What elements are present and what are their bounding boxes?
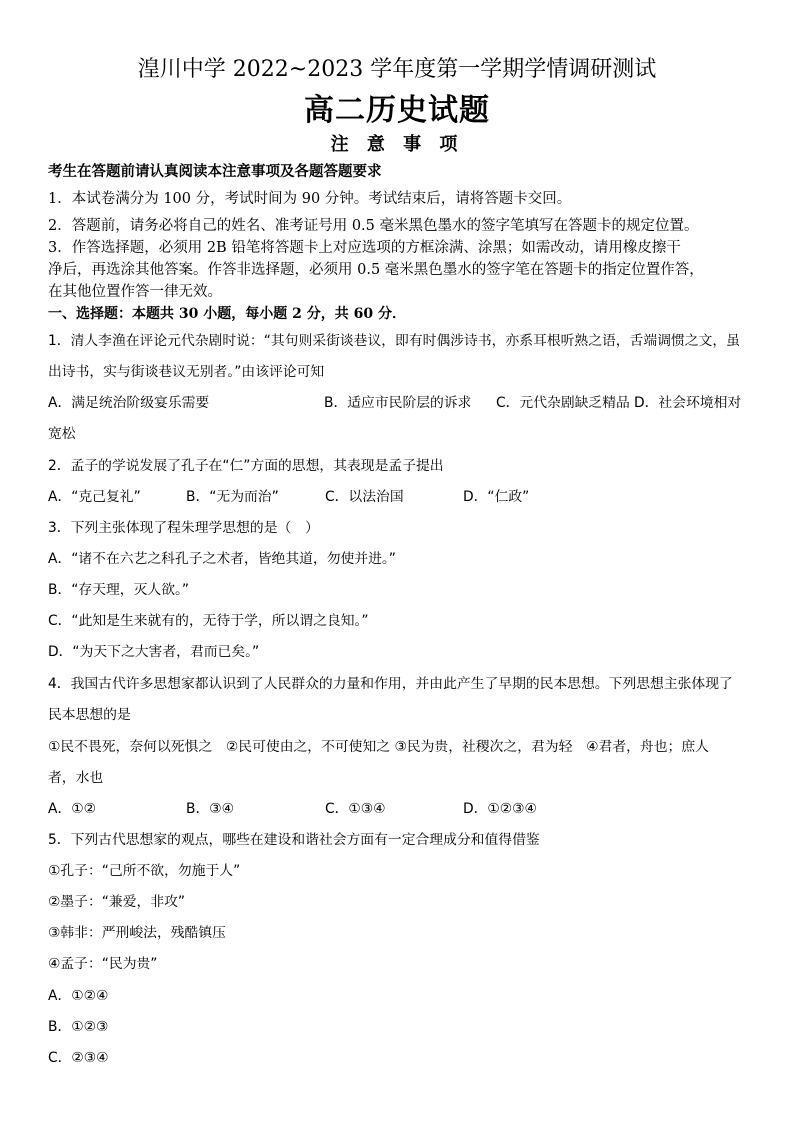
- question-5-stem: 5．下列古代思想家的观点，哪些在建设和谐社会方面有一定合理成分和值得借鉴: [48, 832, 540, 848]
- question-5-item-1: ①孔子：“己所不欲，勿施于人”: [48, 863, 241, 879]
- notice-item-1: 1．本试卷满分为 100 分，考试时间为 90 分钟。考试结束后，请将答题卡交回。: [48, 191, 572, 207]
- question-3-option-b: B．“存天理，灭人欲。”: [48, 582, 190, 598]
- notice-item-3-line-2: 净后，再选涂其他答案。作答非选择题，必须用 0.5 毫米黑色墨水的签字笔在答题卡的指定位置作答，: [48, 262, 704, 278]
- notice-item-3-line-3: 在其他位置作答一律无效。: [48, 284, 222, 300]
- question-3-option-a: A．“诸不在六艺之科孔子之术者，皆绝其道，勿使并进。”: [48, 551, 396, 567]
- question-3-option-c: C．“此知是生来就有的，无待于学，所以谓之良知。”: [48, 613, 369, 629]
- question-2-option-b: B．“无为而治”: [186, 489, 279, 505]
- question-2-option-a: A．“克己复礼”: [48, 489, 141, 505]
- question-4-stem-line-1: 4．我国古代许多思想家都认识到了人民群众的力量和作用，并由此产生了早期的民本思想。下列思想主张体现了: [48, 676, 733, 692]
- question-4-option-b: B．③④: [186, 801, 234, 817]
- notice-item-3-line-1: 3．作答选择题，必须用 2B 铅笔将答题卡上对应选项的方框涂满、涂黑；如需改动，请用橡皮擦干: [48, 240, 681, 256]
- question-5-option-a: A．①②④: [48, 988, 109, 1004]
- notice-item-2: 2．答题前，请务必将自己的姓名、准考证号用 0.5 毫米黑色墨水的签字笔填写在答题卡的规定位置。: [48, 218, 699, 234]
- question-5-item-3: ③韩非：严刑峻法，残酷镇压: [48, 925, 226, 941]
- question-1-stem-line-2: 出诗书，实与街谈巷议无别者。”由该评论可知: [48, 364, 325, 380]
- question-3-option-d: D．“为天下之大害者，君而已矣。”: [48, 644, 260, 660]
- question-5-item-2: ②墨子：“兼爱，非攻”: [48, 894, 186, 910]
- question-4-stem-line-2: 民本思想的是: [48, 707, 131, 723]
- section-1-title: 一、选择题：本题共 30 小题，每小题 2 分，共 60 分．: [48, 306, 406, 322]
- question-4-option-a: A．①②: [48, 801, 96, 817]
- question-2-option-d: D．“仁政”: [463, 489, 530, 505]
- question-4-items-line-1: ①民不畏死，奈何以死惧之 ②民可使由之，不可使知之 ③民为贵，社稷次之，君为轻 ④君者，舟也；庶人: [48, 739, 709, 755]
- question-1-option-d-continued: 宽松: [48, 426, 76, 442]
- question-3-stem: 3．下列主张体现了程朱理学思想的是（ ）: [48, 520, 319, 536]
- question-1-option-a: A．满足统治阶级宴乐需要: [48, 395, 210, 411]
- question-4-option-d: D．①②③④: [463, 801, 537, 817]
- question-1-stem-line-1: 1．清人李渔在评论元代杂剧时说：“其句则采街谈巷议，即有时偶涉诗书，亦系耳根听熟之语，舌端调惯之文，虽: [48, 333, 740, 349]
- question-1-option-b: B．适应市民阶层的诉求: [324, 395, 472, 411]
- question-5-option-b: B．①②③: [48, 1019, 109, 1035]
- question-4-items-line-2: 者，水也: [48, 770, 104, 786]
- question-1-option-c: C．元代杂剧缺乏精品: [496, 395, 630, 411]
- notice-intro: 考生在答题前请认真阅读本注意事项及各题答题要求: [48, 163, 382, 180]
- school-exam-title: 湟川中学 2022~2023 学年度第一学期学情调研测试: [137, 57, 657, 82]
- subject-title: 高二历史试题: [304, 93, 490, 128]
- question-1-option-d: D．社会环境相对: [634, 395, 742, 411]
- question-4-option-c: C．①③④: [325, 801, 386, 817]
- question-5-option-c: C．②③④: [48, 1050, 109, 1066]
- notice-heading: 注 意 事 项: [330, 134, 464, 155]
- question-2-option-c: C．以法治国: [325, 489, 404, 505]
- question-2-stem: 2．孟子的学说发展了孔子在“仁”方面的思想，其表现是孟子提出: [48, 458, 444, 474]
- question-5-item-4: ④孟子：“民为贵”: [48, 956, 158, 972]
